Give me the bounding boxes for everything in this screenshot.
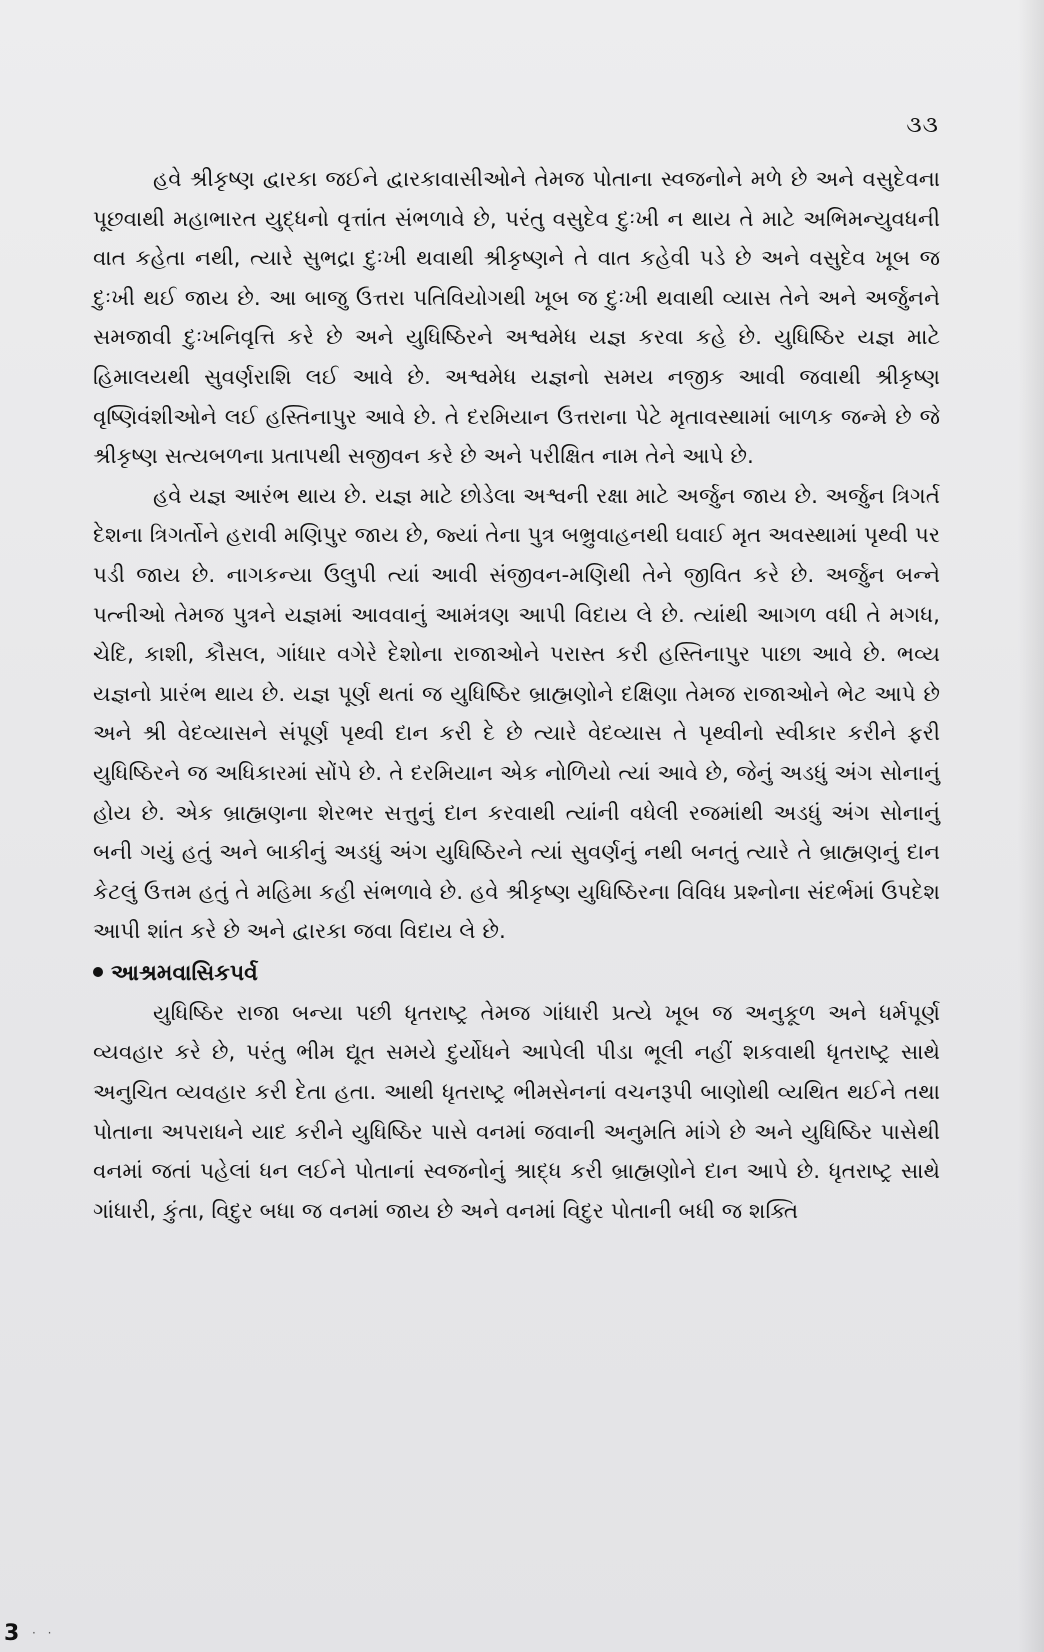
bullet-icon xyxy=(93,967,103,977)
page-edge-shadow xyxy=(1018,0,1044,1652)
page-number: ૩૩ xyxy=(906,112,939,138)
footer-dots: · · xyxy=(32,1626,56,1640)
paragraph-3: યુધિષ્ઠિર રાજા બન્યા પછી ધૃતરાષ્ટ્ર તેમજ ગાંધારી પ્રત્યે ખૂબ જ અનુકૂળ અને ધર્મપૂર્ણ વ્યવહાર કરે છે, પરંતુ ભીમ દ્યૂત સમયે દુર્યોધને આપેલી પીડા ભૂલી નહીં શકવાથી ધૃતરાષ્ટ્ર સાથે અનુચિત વ્યવહાર કરી દેતા હતા. આથી ધૃતરાષ્ટ્ર ભીમસેનનાં વચનરૂપી બાણોથી વ્યથિત થઈને તથા પોતાના અપરાધને યાદ કરીને યુધિષ્ઠિર પાસે વનમાં જવાની અનુમતિ માંગે છે અને યુધિષ્ઠિર પાસેથી વનમાં જતાં પહેલાં ધન લઈને પોતાનાં સ્વજનોનું શ્રાદ્ધ કરી બ્રાહ્મણોને દાન આપે છે. ધૃતરાષ્ટ્ર સાથે ગાંધારી, કુંતા, વિદુર બધા જ વનમાં જાય છે અને વનમાં વિદુર પોતાની બધી જ શક્તિ xyxy=(93,1000,940,1224)
footer-page-marker: 3 xyxy=(4,1621,20,1646)
paragraph-1: હવે શ્રીકૃષ્ણ દ્વારકા જઈને દ્વારકાવાસીઓને તેમજ પોતાના સ્વજનોને મળે છે અને વસુદેવના પૂછવાથી મહાભારત યુદ્ધનો વૃત્તાંત સંભળાવે છે, પરંતુ વસુદેવ દુઃખી ન થાય તે માટે અભિમન્યુવધની વાત કહેતા નથી, ત્યારે સુભદ્રા દુઃખી થવાથી શ્રીકૃષ્ણને તે વાત કહેવી પડે છે અને વસુદેવ ખૂબ જ દુઃખી થઈ જાય છે. આ બાજુ ઉત્તરા પતિવિયોગથી ખૂબ જ દુઃખી થવાથી વ્યાસ તેને અને અર્જુનને સમજાવી દુઃખનિવૃત્તિ કરે છે અને યુધિષ્ઠિરને અશ્વમેધ યજ્ઞ કરવા કહે છે. યુધિષ્ઠિર યજ્ઞ માટે હિમાલયથી સુવર્ણરાશિ લઈ આવે છે. અશ્વમેધ યજ્ઞનો સમય નજીક આવી જવાથી શ્રીકૃષ્ણ વૃષ્ણિવંશીઓને લઈ હસ્તિનાપુર આવે છે. તે દરમિયાન ઉત્તરાના પેટે મૃતાવસ્થામાં બાળક જન્મે છે જે શ્રીકૃષ્ણ સત્યબળના પ્રતાપથી સજીવન કરે છે અને પરીક્ષિત નામ તેને આપે છે. xyxy=(93,167,940,470)
paragraph-2: હવે યજ્ઞ આરંભ થાય છે. યજ્ઞ માટે છોડેલા અશ્વની રક્ષા માટે અર્જુન જાય છે. અર્જુન ત્રિગર્ત દેશના ત્રિગર્તોને હરાવી મણિપુર જાય છે, જ્યાં તેના પુત્ર બભ્રુવાહનથી ઘવાઈ મૃત અવસ્થામાં પૃથ્વી પર પડી જાય છે. નાગકન્યા ઉલુપી ત્યાં આવી સંજીવન-મણિથી તેને જીવિત કરે છે. અર્જુન બન્ને પત્નીઓ તેમજ પુત્રને યજ્ઞમાં આવવાનું આમંત્રણ આપી વિદાય લે છે. ત્યાંથી આગળ વધી તે મગધ, ચેદિ, કાશી, કૌસલ, ગાંધાર વગેરે દેશોના રાજાઓને પરાસ્ત કરી હસ્તિનાપુર પાછા આવે છે. ભવ્ય યજ્ઞનો પ્રારંભ થાય છે. યજ્ઞ પૂર્ણ થતાં જ યુધિષ્ઠિર બ્રાહ્મણોને દક્ષિણા તેમજ રાજાઓને ભેટ આપે છે અને શ્રી વેદવ્યાસને સંપૂર્ણ પૃથ્વી દાન કરી દે છે ત્યારે વેદવ્યાસ તે પૃથ્વીનો સ્વીકાર કરીને ફરી યુધિષ્ઠિરને જ અધિકારમાં સોંપે છે. તે દરમિયાન એક નોળિયો ત્યાં આવે છે, જેનું અડધું અંગ સોનાનું હોય છે. એક બ્રાહ્મણના શેરભર સત્તુનું દાન કરવાથી ત્યાંની વધેલી રજમાંથી અડધું અંગ સોનાનું બની ગયું હતું અને બાકીનું અડધું અંગ યુધિષ્ઠિરને ત્યાં સુવર્ણનું નથી બનતું ત્યારે તે બ્રાહ્મણનું દાન કેટલું ઉત્તમ હતું તે મહિમા કહી સંભળાવે છે. હવે શ્રીકૃષ્ણ યુધિષ્ઠિરના વિવિધ પ્રશ્નોના સંદર્ભમાં ઉપદેશ આપી શાંત કરે છે અને દ્વારકા જવા વિદાય લે છે. xyxy=(93,483,940,945)
body-text xyxy=(93,160,940,1231)
section-heading-text: આશ્રમવાસિકપર્વ xyxy=(111,960,258,986)
section-heading xyxy=(93,954,940,994)
